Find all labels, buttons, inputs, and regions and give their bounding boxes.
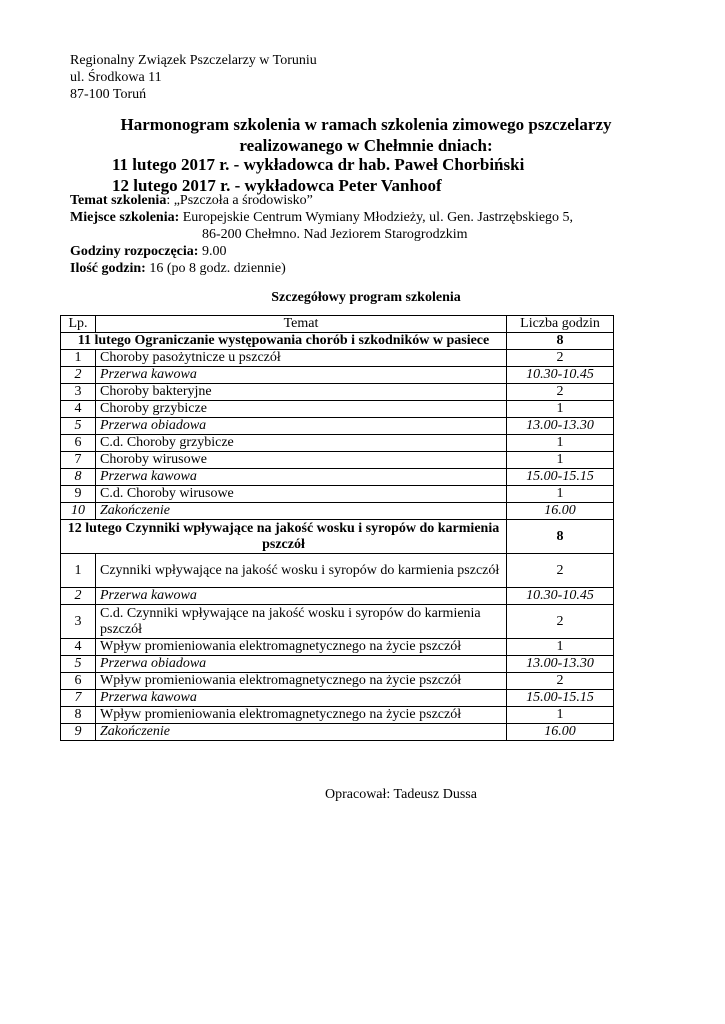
row-lp: 9 [61,486,96,503]
day2-section-row [61,520,614,554]
row-lp: 8 [61,707,96,724]
table-row [61,707,614,724]
row-lp: 3 [61,605,96,639]
row-hours: 10.30-10.45 [507,367,614,384]
table-row [61,673,614,690]
row-topic: Przerwa kawowa [96,690,507,707]
row-lp: 6 [61,673,96,690]
row-hours: 1 [507,707,614,724]
day1-total: 8 [507,333,614,350]
place-value-line-1: Europejskie Centrum Wymiany Młodzieży, ul. Gen. Jastrzębskiego 5, [179,210,574,225]
row-hours: 16.00 [507,724,614,741]
row-topic: C.d. Choroby wirusowe [96,486,507,503]
table-row [61,656,614,673]
document-title [70,114,662,156]
day1-title: 11 lutego Ograniczanie występowania chorób i szkodników w pasiece [61,333,507,350]
date-line-1: 11 lutego 2017 r. - wykładowca dr hab. Paweł Chorbiński [112,155,525,174]
row-topic: C.d. Czynniki wpływające na jakość wosku i syropów do karmienia pszczół [96,605,507,639]
row-topic: Wpływ promieniowania elektromagnetycznego na życie pszczół [96,673,507,690]
start-label: Godziny rozpoczęcia: [70,244,199,259]
title-line-1: Harmonogram szkolenia w ramach szkolenia zimowego pszczelarzy [120,115,612,134]
row-hours: 13.00-13.30 [507,418,614,435]
table-row [61,503,614,520]
organization-street: ul. Środkowa 11 [70,70,162,85]
row-topic: Wpływ promieniowania elektromagnetycznego na życie pszczół [96,707,507,724]
header-hours: Liczba godzin [507,316,614,333]
row-hours: 1 [507,401,614,418]
row-hours: 10.30-10.45 [507,588,614,605]
organization-address [70,52,317,103]
row-lp: 3 [61,384,96,401]
table-row [61,486,614,503]
table-row [61,690,614,707]
row-topic: Choroby pasożytnicze u pszczół [96,350,507,367]
table-row [61,452,614,469]
hours-label: Ilość godzin: [70,261,146,276]
table-row [61,384,614,401]
topic-value: : „Pszczoła a środowisko” [166,193,313,208]
header-lp: Lp. [61,316,96,333]
row-lp: 9 [61,724,96,741]
row-topic: Przerwa obiadowa [96,656,507,673]
table-row [61,469,614,486]
row-topic: C.d. Choroby grzybicze [96,435,507,452]
organization-name: Regionalny Związek Pszczelarzy w Toruniu [70,53,317,68]
place-row [70,209,573,226]
place-value-line-2: 86-200 Chełmno. Nad Jeziorem Starogrodzkim [202,227,468,242]
start-value: 9.00 [198,244,227,259]
row-hours: 16.00 [507,503,614,520]
table-row [61,350,614,367]
row-hours: 1 [507,452,614,469]
topic-row [70,192,573,209]
row-hours: 2 [507,350,614,367]
topic-label: Temat szkolenia [70,193,167,208]
date-line-2: 12 lutego 2017 r. - wykładowca Peter Vanhoof [112,176,442,195]
row-lp: 8 [61,469,96,486]
row-topic: Przerwa obiadowa [96,418,507,435]
row-topic: Choroby wirusowe [96,452,507,469]
row-lp: 7 [61,690,96,707]
table-row [61,605,614,639]
row-topic: Wpływ promieniowania elektromagnetycznego na życie pszczół [96,639,507,656]
row-lp: 5 [61,656,96,673]
row-topic: Zakończenie [96,724,507,741]
table-row [61,435,614,452]
row-lp: 4 [61,639,96,656]
row-hours: 13.00-13.30 [507,656,614,673]
row-lp: 4 [61,401,96,418]
program-table [60,315,614,741]
row-hours: 15.00-15.15 [507,690,614,707]
day1-section-row [61,333,614,350]
row-lp: 5 [61,418,96,435]
row-topic: Zakończenie [96,503,507,520]
table-header-row [61,316,614,333]
row-topic: Choroby bakteryjne [96,384,507,401]
title-line-2: realizowanego w Chełmnie dniach: [239,136,493,155]
training-dates [112,154,524,196]
row-hours: 1 [507,639,614,656]
table-row [61,588,614,605]
hours-row [70,260,573,277]
day2-total: 8 [507,520,614,554]
row-hours: 1 [507,435,614,452]
row-lp: 10 [61,503,96,520]
signature: Opracował: Tadeusz Dussa [325,787,477,802]
row-topic: Czynniki wpływające na jakość wosku i syropów do karmienia pszczół [96,554,507,588]
row-lp: 1 [61,554,96,588]
table-row [61,367,614,384]
row-hours: 15.00-15.15 [507,469,614,486]
row-topic: Choroby grzybicze [96,401,507,418]
row-hours: 2 [507,384,614,401]
row-hours: 1 [507,486,614,503]
row-topic: Przerwa kawowa [96,367,507,384]
table-row [61,554,614,588]
row-hours: 2 [507,554,614,588]
day2-title: 12 lutego Czynniki wpływające na jakość wosku i syropów do karmienia pszczół [61,520,507,554]
header-topic: Temat [96,316,507,333]
table-row [61,724,614,741]
table-row [61,639,614,656]
row-lp: 7 [61,452,96,469]
row-hours: 2 [507,673,614,690]
start-row [70,243,573,260]
row-lp: 6 [61,435,96,452]
program-title: Szczegółowy program szkolenia [271,290,461,305]
training-info [70,192,573,277]
table-row [61,401,614,418]
place-label: Miejsce szkolenia: [70,210,180,225]
row-lp: 1 [61,350,96,367]
organization-city: 87-100 Toruń [70,87,147,102]
hours-value: 16 (po 8 godz. dziennie) [145,261,286,276]
row-lp: 2 [61,588,96,605]
row-topic: Przerwa kawowa [96,588,507,605]
row-hours: 2 [507,605,614,639]
row-lp: 2 [61,367,96,384]
table-row [61,418,614,435]
row-topic: Przerwa kawowa [96,469,507,486]
